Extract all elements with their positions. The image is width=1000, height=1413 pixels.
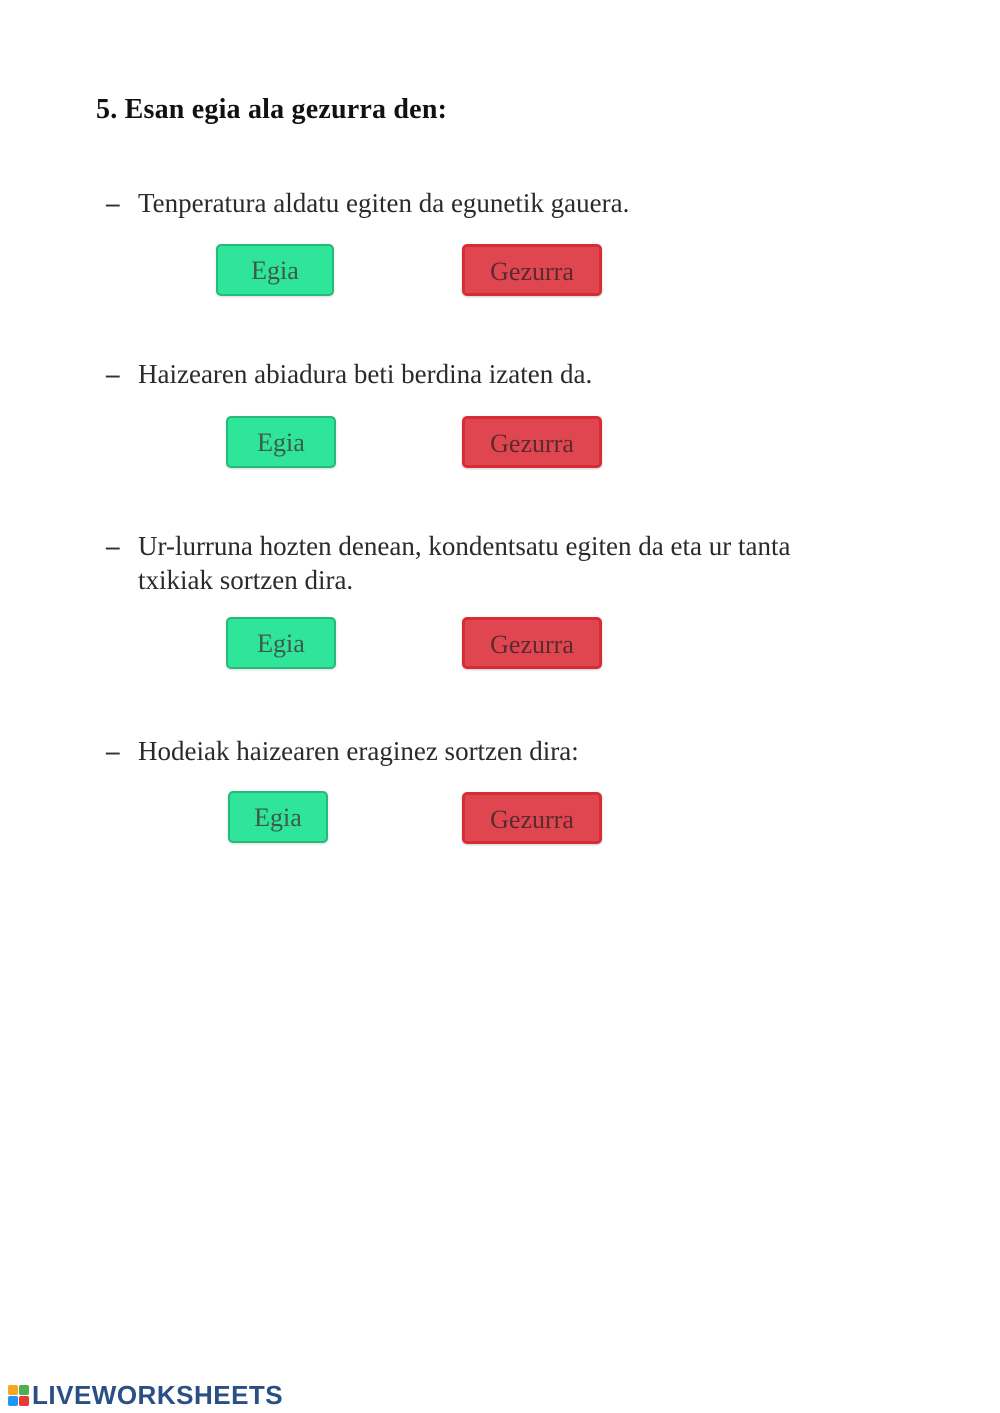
question-4 (106, 734, 906, 768)
footer (8, 1380, 283, 1410)
bullet-dash: – (106, 188, 120, 218)
false-button[interactable]: Gezurra (462, 617, 602, 669)
question-text: Hodeiak haizearen eraginez sortzen dira: (138, 736, 579, 766)
false-button[interactable]: Gezurra (462, 244, 602, 296)
question-3 (106, 529, 866, 597)
question-2 (106, 357, 906, 391)
true-button[interactable]: Egia (228, 791, 328, 843)
brand-name: LIVEWORKSHEETS (32, 1379, 284, 1410)
false-button[interactable]: Gezurra (462, 416, 602, 468)
true-button[interactable]: Egia (216, 244, 334, 296)
bullet-dash: – (106, 359, 120, 389)
true-button[interactable]: Egia (226, 416, 336, 468)
question-1 (106, 186, 906, 220)
question-text: Haizearen abiadura beti berdina izaten da. (138, 359, 593, 389)
page-title: 5. Esan egia ala gezurra den: (96, 94, 448, 125)
true-button[interactable]: Egia (226, 617, 336, 669)
question-text: Tenperatura aldatu egiten da egunetik gauera. (138, 188, 630, 218)
bullet-dash: – (106, 531, 120, 561)
false-button[interactable]: Gezurra (462, 792, 602, 844)
question-text: Ur-lurruna hozten denean, kondentsatu egiten da eta ur tanta txikiak sortzen dira. (138, 531, 791, 595)
bullet-dash: – (106, 736, 120, 766)
liveworksheets-logo-icon (8, 1385, 29, 1406)
